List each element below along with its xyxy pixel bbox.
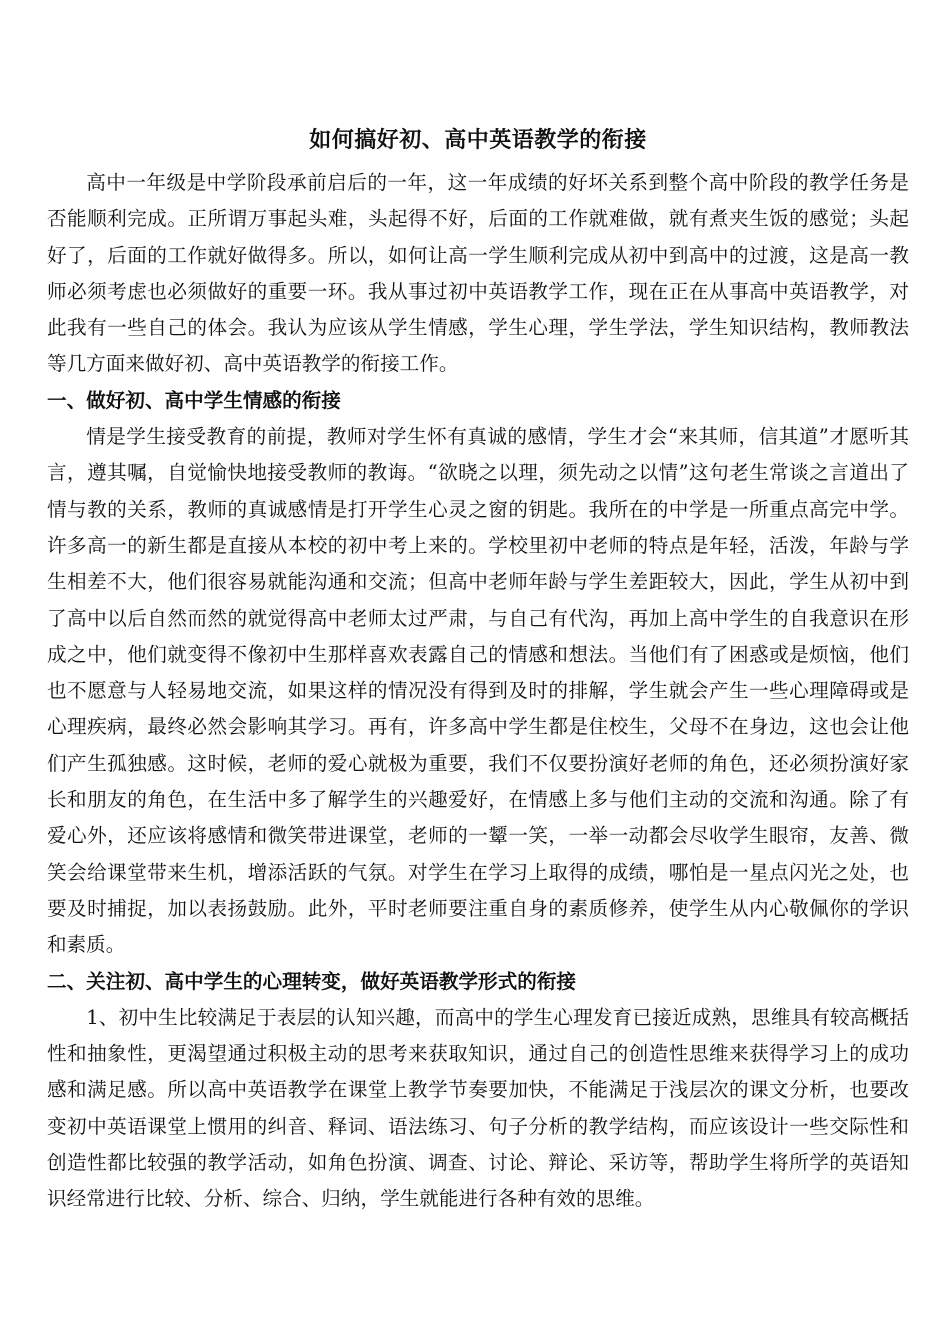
intro-paragraph: 高中一年级是中学阶段承前启后的一年，这一年成绩的好坏关系到整个高中阶段的教学任务是否能顺利完成。正所谓万事起头难，头起得不好，后面的工作就难做，就有煮夹生饭的感觉；头起好了，后面的工作就好做得多。所以，如何让高一学生顺利完成从初中到高中的过渡，这是高一教师必须考虑也必须做好的重要一环。我从事过初中英语教学工作，现在正在从事高中英语教学，对此我有一些自己的体会。我认为应该从学生情感，学生心理，学生学法，学生知识结构，教师教法等几方面来做好初、高中英语教学的衔接工作。 <box>47 171 909 376</box>
section-1-paragraph: 情是学生接受教育的前提，教师对学生怀有真诚的感情，学生才会“来其师，信其道”才愿听其言，遵其嘱，自觉愉快地接受教师的教诲。“欲晓之以理，须先动之以情”这句老生常谈之言道出了情与教的关系，教师的真诚感情是打开学生心灵之窗的钥匙。我所在的中学是一所重点高完中学。许多高一的新生都是直接从本校的初中考上来的。学校里初中老师的特点是年轻，活泼，年龄与学生相差不大，他们很容易就能沟通和交流；但高中老师年龄与学生差距较大，因此，学生从初中到了高中以后自然而然的就觉得高中老师太过严肃，与自己有代沟，再加上高中学生的自我意识在形成之中，他们就变得不像初中生那样喜欢表露自己的情感和想法。当他们有了困惑或是烦恼，他们也不愿意与人轻易地交流，如果这样的情况没有得到及时的排解，学生就会产生一些心理障碍或是心理疾病，最终必然会影响其学习。再有，许多高中学生都是住校生，父母不在身边，这也会让他们产生孤独感。这时候，老师的爱心就极为重要，我们不仅要扮演好老师的角色，还必须扮演好家长和朋友的角色，在生活中多了解学生的兴趣爱好，在情感上多与他们主动的交流和沟通。除了有爱心外，还应该将感情和微笑带进课堂，老师的一颦一笑，一举一动都会尽收学生眼帘，友善、微笑会给课堂带来生机，增添活跃的气氛。对学生在学习上取得的成绩，哪怕是一星点闪光之处，也要及时捕捉，加以表扬鼓励。此外，平时老师要注重自身的素质修养，使学生从内心敬佩你的学识和素质。 <box>47 425 909 957</box>
section-1-heading: 一、做好初、高中学生情感的衔接 <box>47 388 341 412</box>
document-title: 如何搞好初、高中英语教学的衔接 <box>309 128 647 153</box>
document-page <box>47 128 909 1218</box>
section-2-heading: 二、关注初、高中学生的心理转变，做好英语教学形式的衔接 <box>47 969 577 993</box>
section-2-paragraph: 1、初中生比较满足于表层的认知兴趣，而高中的学生心理发育已接近成熟，思维具有较高概括性和抽象性，更渴望通过积极主动的思考来获取知识，通过自己的创造性思维来获得学习上的成功感和满足感。所以高中英语教学在课堂上教学节奏要加快，不能满足于浅层次的课文分析，也要改变初中英语课堂上惯用的纠音、释词、语法练习、句子分析的教学结构，而应该设计一些交际性和创造性都比较强的教学活动，如角色扮演、调查、讨论、辩论、采访等，帮助学生将所学的英语知识经常进行比较、分析、综合、归纳，学生就能进行各种有效的思维。 <box>47 1005 909 1211</box>
